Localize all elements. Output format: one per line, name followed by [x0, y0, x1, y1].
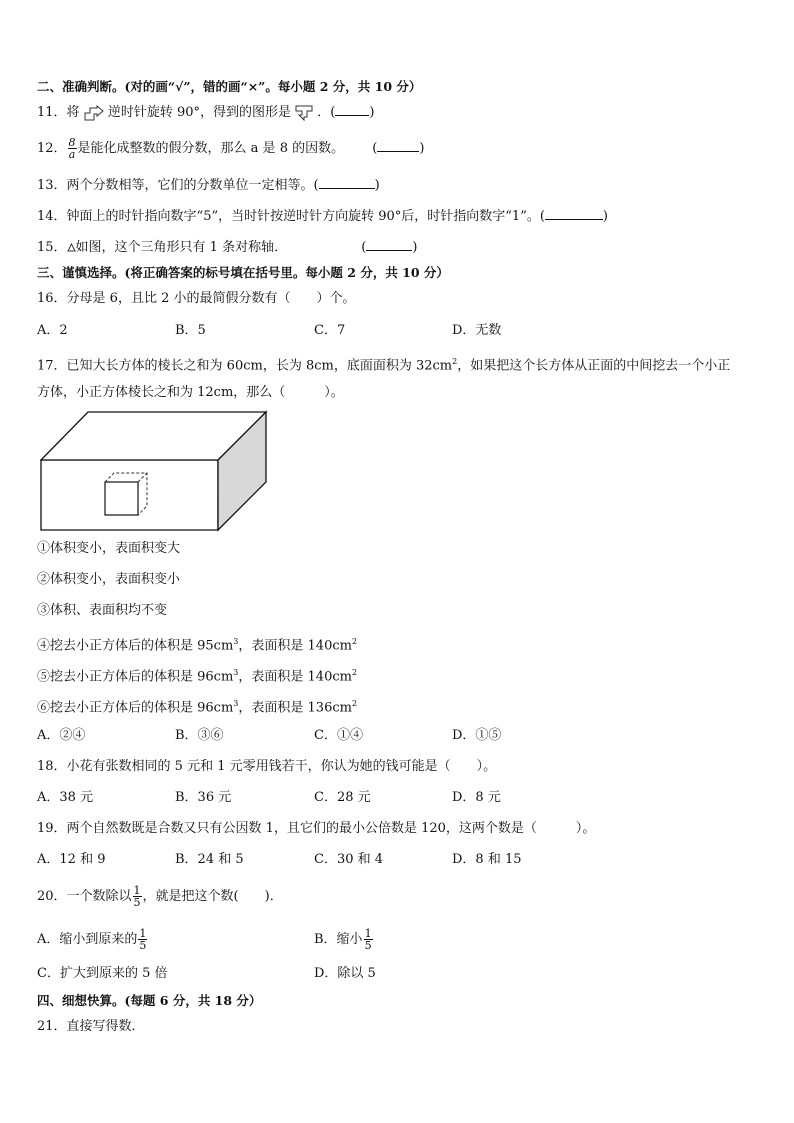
fraction-denominator: 5 [364, 939, 372, 952]
question-15 [37, 238, 417, 257]
q18-option-c[interactable]: C．28 元 [314, 790, 371, 805]
triangle-icon [67, 243, 76, 252]
fraction-8-over-a [68, 137, 77, 160]
q17-item-4-sup-2: 2 [351, 637, 358, 646]
q17-item-5 [37, 664, 357, 686]
q11-text-d: ) [369, 105, 375, 120]
cuboid-figure [40, 410, 270, 532]
q12-text-b: 是能化成整数的假分数，那么 a 是 8 的因数。 [77, 141, 345, 156]
q20-option-b-text: B．缩小 [314, 932, 363, 947]
fraction-1-over-5 [364, 928, 373, 951]
q15-text-c: ( [361, 240, 367, 255]
question-13 [37, 176, 380, 195]
answer-blank-12[interactable] [377, 139, 419, 152]
question-21-stem: 21．直接写得数． [37, 1019, 145, 1034]
q17-item-6-sup-1: 3 [233, 699, 239, 708]
fraction-numerator: 1 [364, 927, 372, 940]
q17-item-6-sup-2: 2 [351, 699, 358, 708]
q15-text-d: ) [412, 240, 418, 255]
q20-text-b: ，就是把这个数( )． [142, 889, 283, 904]
q17-item-1: ①体积变小，表面积变大 [37, 541, 181, 556]
q16-option-a[interactable]: A．2 [37, 323, 68, 338]
fraction-numerator: 1 [139, 927, 147, 940]
q17-item-5-sup-2: 2 [351, 668, 358, 677]
q18-option-b[interactable]: B．36 元 [175, 790, 232, 805]
q12-text-d: ) [419, 141, 425, 156]
q17-item-5-b: ，表面积是 140cm [238, 669, 352, 685]
q18-option-d[interactable]: D．8 元 [452, 790, 501, 805]
q20-option-b[interactable] [314, 925, 374, 955]
question-19-stem: 19．两个自然数既是合数又只有公因数 1，且它们的最小公倍数是 120，这两个数是（ ）。 [37, 821, 596, 836]
q17-item-5-a: ⑤挖去小正方体后的体积是 96cm [37, 669, 234, 685]
q19-option-c[interactable]: C．30 和 4 [314, 852, 384, 867]
step-shape-icon [84, 105, 104, 121]
question-17-line-2: 方体，小正方体棱长之和为 12cm，那么（ ）。 [37, 385, 344, 400]
section-heading-choice: 三、谨慎选择。(将正确答案的标号填在括号里。每小题 2 分，共 10 分） [37, 265, 449, 280]
q20-option-d[interactable]: D．除以 5 [314, 966, 376, 981]
answer-blank-13[interactable] [319, 176, 375, 189]
q17-option-c[interactable]: C．①④ [314, 728, 363, 743]
q11-text-b: 逆时针旋转 90°，得到的图形是 [107, 105, 292, 120]
q20-option-a-text: A．缩小到原来的 [37, 932, 138, 947]
answer-blank-15[interactable] [366, 238, 412, 251]
q17-line-1a: 17．已知大长方体的棱长之和为 60cm，长为 8cm，底面面积为 32cm [37, 358, 453, 374]
fraction-denominator: 5 [139, 939, 147, 952]
q17-item-4-b: ，表面积是 140cm [238, 638, 352, 654]
rotated-shape-icon [295, 105, 313, 121]
q18-option-a[interactable]: A．38 元 [37, 790, 94, 805]
section-heading-judgement: 二、准确判断。(对的画“√”，错的画“×”。每小题 2 分，共 10 分） [37, 79, 422, 94]
question-20-stem [37, 882, 283, 912]
fraction-denominator: a [68, 148, 76, 161]
question-12 [37, 134, 424, 164]
q14-text-a: 14．钟面上的时针指向数字“5”，当时针按逆时针方向旋转 90°后，时针指向数字“1”。( [37, 209, 545, 224]
fraction-numerator: 1 [133, 884, 141, 897]
question-16-stem: 16．分母是 6，且比 2 小的最简假分数有（ ）个。 [37, 291, 356, 306]
q12-text-c: ( [372, 141, 378, 156]
q16-option-c[interactable]: C．7 [314, 323, 346, 338]
q15-text-b: 如图，这个三角形只有 1 条对称轴． [75, 240, 288, 255]
q13-text-a: 13．两个分数相等，它们的分数单位一定相等。( [37, 178, 319, 193]
q17-item-4 [37, 633, 357, 655]
q14-text-b: ) [602, 209, 608, 224]
q17-item-6-b: ，表面积是 136cm [238, 700, 352, 716]
q20-text-a: 20．一个数除以 [37, 889, 132, 904]
q15-text-a: 15． [37, 240, 67, 255]
q17-item-4-a: ④挖去小正方体后的体积是 95cm [37, 638, 234, 654]
section-heading-calculation: 四、细想快算。(每题 6 分，共 18 分） [37, 993, 262, 1008]
fraction-1-over-5 [138, 928, 147, 951]
question-17-line-1 [37, 353, 730, 375]
answer-blank-11[interactable] [335, 103, 369, 116]
q17-option-d[interactable]: D．①⑤ [452, 728, 502, 743]
q17-option-b[interactable]: B．③⑥ [175, 728, 224, 743]
question-18-stem: 18．小花有张数相同的 5 元和 1 元零用钱若干，你认为她的钱可能是（ ）。 [37, 759, 497, 774]
q11-text-c: ．( [317, 105, 336, 120]
q19-option-a[interactable]: A．12 和 9 [37, 852, 106, 867]
q11-text-a: 11．将 [37, 105, 80, 120]
q19-option-d[interactable]: D．8 和 15 [452, 852, 522, 867]
q17-item-6-a: ⑥挖去小正方体后的体积是 96cm [37, 700, 234, 716]
q17-option-a[interactable]: A．②④ [37, 728, 86, 743]
question-14 [37, 207, 608, 226]
answer-blank-14[interactable] [545, 207, 603, 220]
q17-item-6 [37, 695, 357, 717]
q17-item-4-sup-1: 3 [233, 637, 239, 646]
q16-option-b[interactable]: B．5 [175, 323, 206, 338]
fraction-numerator: 8 [68, 136, 76, 149]
q13-text-b: ) [374, 178, 380, 193]
q17-item-3: ③体积、表面积均不变 [37, 603, 168, 618]
q16-option-d[interactable]: D．无数 [452, 323, 502, 338]
q17-sup: 2 [452, 357, 458, 366]
fraction-1-over-5 [133, 885, 142, 908]
q20-option-a[interactable] [37, 925, 148, 955]
fraction-denominator: 5 [133, 896, 141, 909]
q20-option-c[interactable]: C．扩大到原来的 5 倍 [37, 966, 168, 981]
q17-line-1b: ，如果把这个长方体从正面的中间挖去一个小正 [457, 358, 731, 374]
q12-text-a: 12． [37, 141, 67, 156]
q17-item-2: ②体积变小，表面积变小 [37, 572, 181, 587]
question-11 [37, 103, 374, 122]
q19-option-b[interactable]: B．24 和 5 [175, 852, 244, 867]
q17-item-5-sup-1: 3 [233, 668, 239, 677]
